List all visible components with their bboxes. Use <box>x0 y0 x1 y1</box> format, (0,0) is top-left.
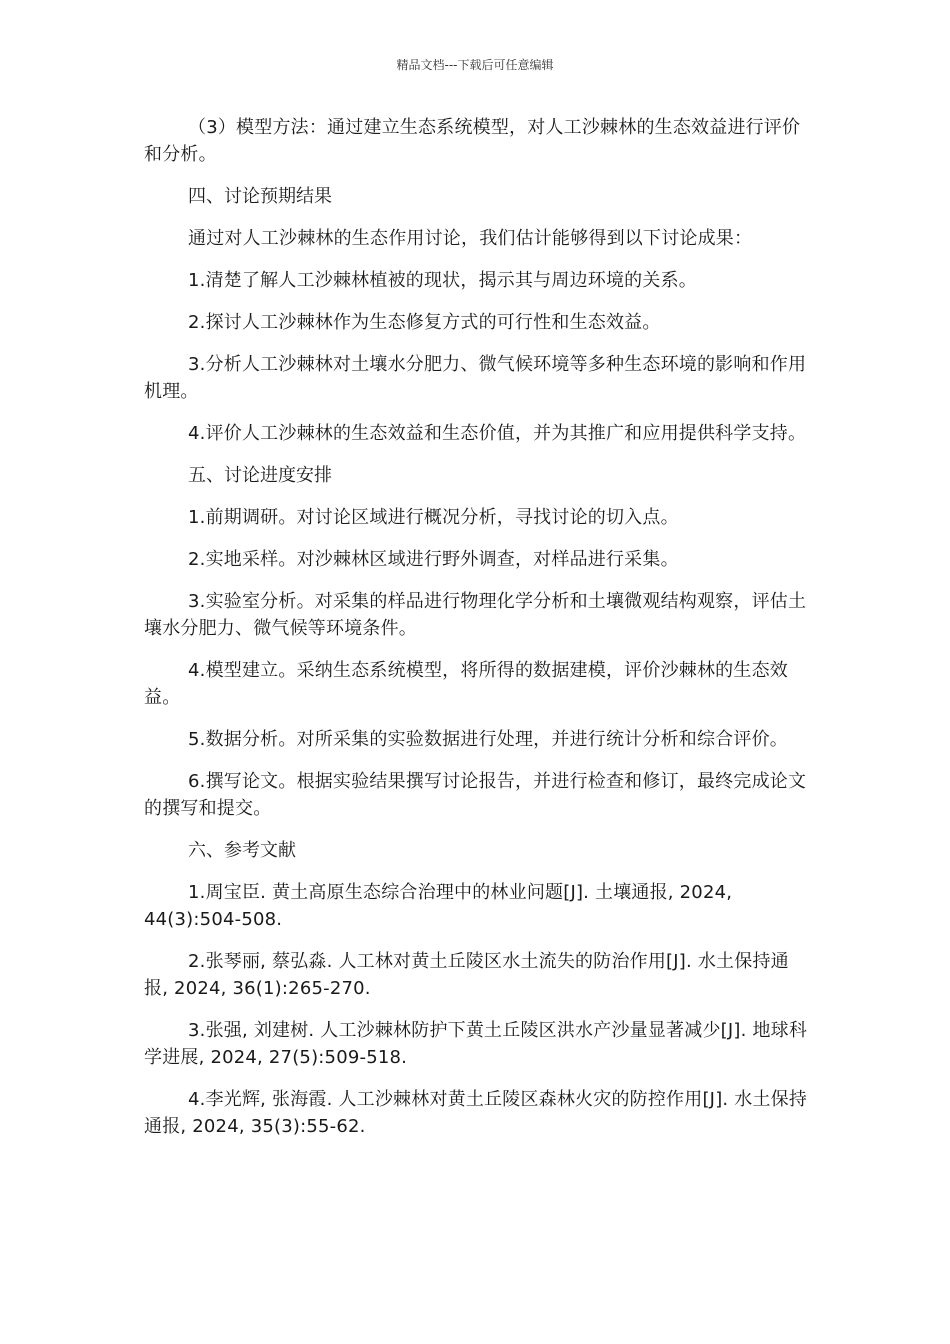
reference-item-2: 2.张琴丽, 蔡弘淼. 人工林对黄土丘陵区水土流失的防治作用[J]. 水土保持通报, 2024, 36(1):265-270. <box>144 951 789 999</box>
paragraph-results-intro: 通过对人工沙棘林的生态作用讨论，我们估计能够得到以下讨论成果： <box>188 228 753 249</box>
section-heading-references: 六、参考文献 <box>188 840 296 861</box>
schedule-item-2: 2.实地采样。对沙棘林区域进行野外调查，对样品进行采集。 <box>188 549 679 570</box>
schedule-item-5: 5.数据分析。对所采集的实验数据进行处理，并进行统计分析和综合评价。 <box>188 729 788 750</box>
schedule-item-1: 1.前期调研。对讨论区域进行概况分析，寻找讨论的切入点。 <box>188 507 679 528</box>
schedule-item-6: 6.撰写论文。根据实验结果撰写讨论报告，并进行检查和修订，最终完成论文的撰写和提交。 <box>144 771 807 819</box>
section-heading-schedule: 五、讨论进度安排 <box>188 465 332 486</box>
result-item-2: 2.探讨人工沙棘林作为生态修复方式的可行性和生态效益。 <box>188 312 661 333</box>
result-item-3: 3.分析人工沙棘林对土壤水分肥力、微气候环境等多种生态环境的影响和作用机理。 <box>144 354 807 402</box>
reference-item-3: 3.张强, 刘建树. 人工沙棘林防护下黄土丘陵区洪水产沙量显著减少[J]. 地球科学进展, 2024, 27(5):509-518. <box>144 1020 808 1068</box>
result-item-1: 1.清楚了解人工沙棘林植被的现状，揭示其与周边环境的关系。 <box>188 270 697 291</box>
reference-item-1: 1.周宝臣. 黄土高原生态综合治理中的林业问题[J]. 土壤通报, 2024, 44(3):504-508. <box>144 882 733 930</box>
schedule-item-4: 4.模型建立。采纳生态系统模型，将所得的数据建模，评价沙棘林的生态效益。 <box>144 660 788 708</box>
result-item-4: 4.评价人工沙棘林的生态效益和生态价值，并为其推广和应用提供科学支持。 <box>188 423 807 444</box>
document-body <box>144 114 808 1155</box>
schedule-item-3: 3.实验室分析。对采集的样品进行物理化学分析和土壤微观结构观察，评估土壤水分肥力、微气候等环境条件。 <box>144 591 807 639</box>
paragraph-model-method: （3）模型方法：通过建立生态系统模型，对人工沙棘林的生态效益进行评价和分析。 <box>144 117 801 165</box>
reference-item-4: 4.李光辉, 张海霞. 人工沙棘林对黄土丘陵区森林火灾的防控作用[J]. 水土保持通报, 2024, 35(3):55-62. <box>144 1089 808 1137</box>
section-heading-expected-results: 四、讨论预期结果 <box>188 186 332 207</box>
page-header-watermark: 精品文档---下载后可任意编辑 <box>396 58 554 72</box>
